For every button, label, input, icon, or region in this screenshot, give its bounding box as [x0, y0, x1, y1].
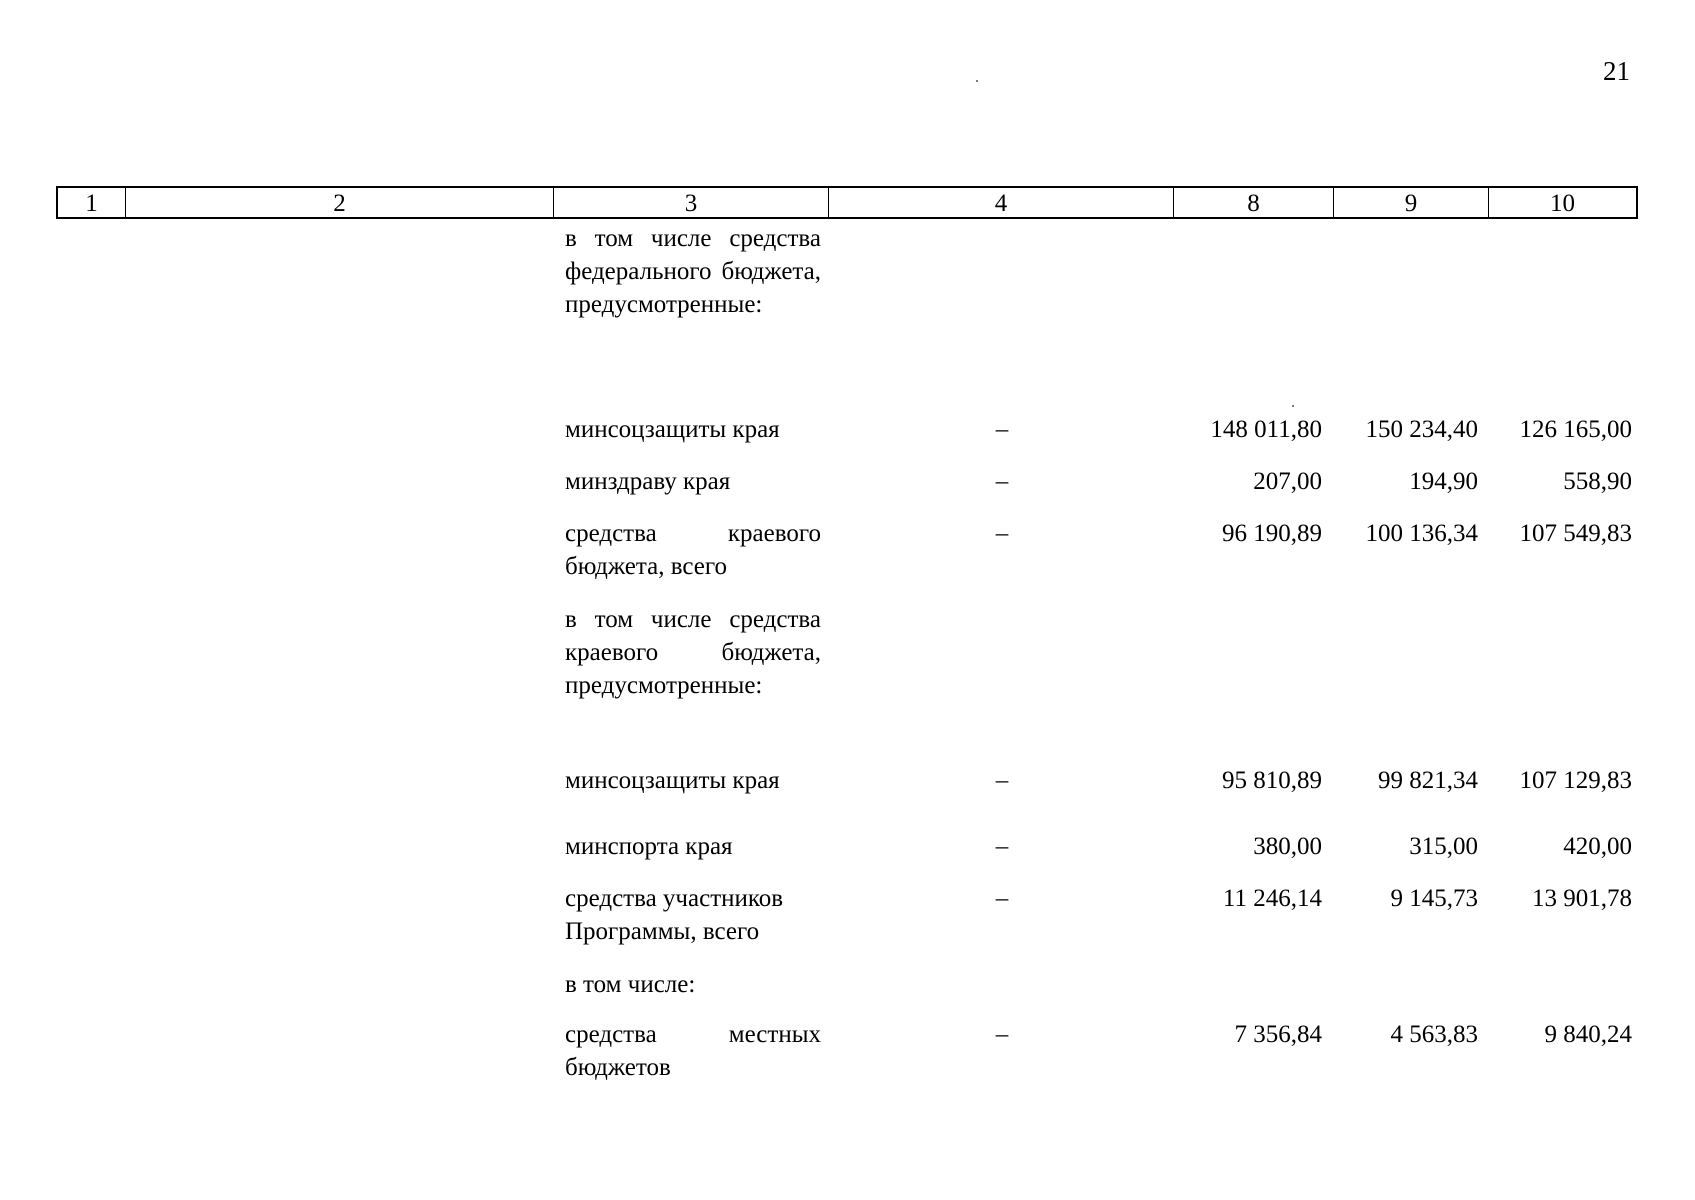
header-col-1: 1	[58, 188, 126, 217]
value-col-9: 9 145,73	[1390, 885, 1478, 912]
row-description: минспорта края	[565, 833, 733, 860]
row-description: минсоцзащиты края	[565, 767, 780, 794]
row-dash: –	[995, 767, 1009, 794]
value-col-8: 95 810,89	[1222, 767, 1322, 794]
value-col-9: 100 136,34	[1365, 520, 1478, 547]
value-col-8: 11 246,14	[1222, 885, 1322, 912]
scan-speck	[1292, 405, 1294, 407]
value-col-10: 9 840,24	[1544, 1021, 1632, 1048]
row-description: средства участников Программы, всего	[565, 885, 784, 945]
value-col-10: 558,90	[1563, 468, 1632, 495]
row-dash: –	[995, 468, 1009, 495]
page-number: 21	[1603, 56, 1630, 86]
value-col-10: 107 129,83	[1519, 767, 1632, 794]
row-description: в том числе средства краевого бюджета, предусмотренные:	[565, 606, 821, 699]
row-description: средства местных бюджетов	[565, 1021, 821, 1081]
row-description: средства краевого бюджета, всего	[565, 520, 821, 580]
row-dash: –	[995, 416, 1009, 443]
value-col-9: 315,00	[1409, 833, 1478, 860]
row-dash: –	[995, 885, 1009, 912]
row-description: минсоцзащиты края	[565, 416, 780, 443]
value-col-10: 126 165,00	[1519, 416, 1632, 443]
value-col-9: 99 821,34	[1378, 767, 1478, 794]
value-col-10: 13 901,78	[1532, 885, 1632, 912]
header-col-9: 9	[1334, 188, 1489, 217]
row-description: в том числе:	[565, 971, 696, 998]
value-col-10: 107 549,83	[1519, 520, 1632, 547]
value-col-8: 7 356,84	[1234, 1021, 1322, 1048]
header-col-2: 2	[126, 188, 554, 217]
value-col-9: 150 234,40	[1365, 416, 1478, 443]
header-col-10: 10	[1550, 190, 1575, 217]
table-header-row	[56, 186, 1638, 219]
row-dash: –	[995, 520, 1009, 547]
value-col-8: 96 190,89	[1222, 520, 1322, 547]
header-col-8: 8	[1174, 188, 1334, 217]
value-col-9: 4 563,83	[1390, 1021, 1478, 1048]
row-description: в том числе средства федерального бюджета, предусмотренные:	[565, 225, 821, 318]
row-dash: –	[995, 1021, 1009, 1048]
header-col-3: 3	[554, 188, 829, 217]
row-dash: –	[995, 833, 1009, 860]
header-col-4: 4	[829, 188, 1174, 217]
value-col-9: 194,90	[1409, 468, 1478, 495]
value-col-8: 148 011,80	[1210, 416, 1322, 443]
value-col-8: 207,00	[1253, 468, 1322, 495]
value-col-10: 420,00	[1563, 833, 1632, 860]
value-col-8: 380,00	[1253, 833, 1322, 860]
row-description: минздраву края	[565, 468, 731, 495]
scan-speck	[976, 80, 978, 82]
